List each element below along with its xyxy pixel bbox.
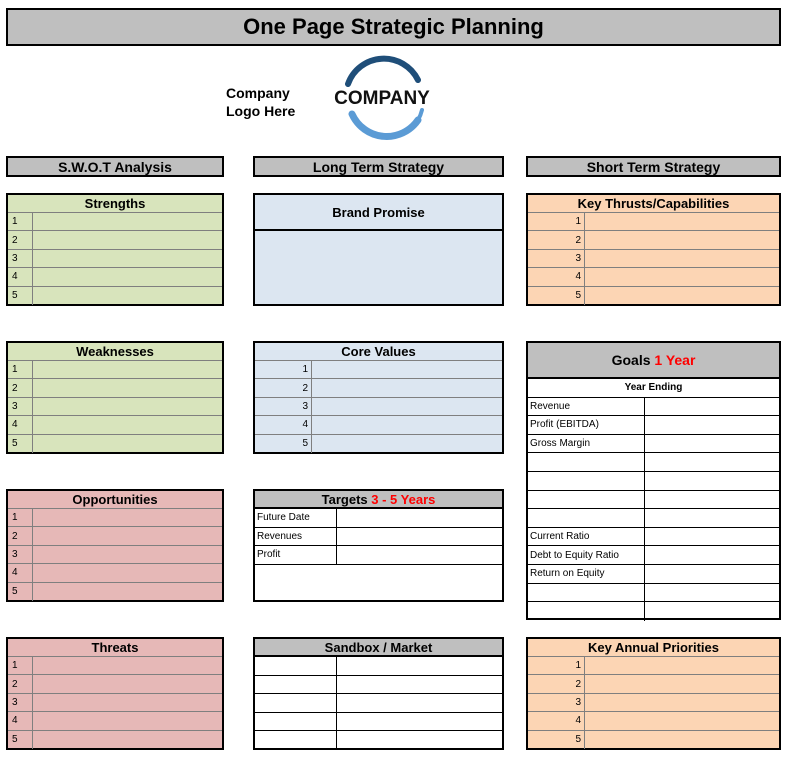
goals-title	[528, 343, 779, 379]
strength-cell[interactable]	[33, 287, 222, 305]
sandbox-box	[253, 637, 504, 750]
key-annual-cell[interactable]	[585, 712, 779, 729]
logo-caption	[226, 84, 316, 120]
strength-cell[interactable]	[33, 268, 222, 285]
page-title: One Page Strategic Planning	[6, 8, 781, 46]
row-number: 1	[8, 213, 33, 230]
target-value[interactable]	[337, 528, 502, 546]
logo-word: COMPANY	[334, 88, 430, 109]
row-number: 2	[8, 379, 33, 396]
row-number: 4	[8, 416, 33, 433]
swot-header: S.W.O.T Analysis	[6, 156, 224, 177]
threat-cell[interactable]	[33, 675, 222, 692]
row-number: 5	[255, 435, 312, 453]
sandbox-cell-right[interactable]	[337, 694, 502, 712]
goal-label: Return on Equity	[528, 565, 645, 583]
goal-label: Profit (EBITDA)	[528, 416, 645, 434]
opportunity-cell[interactable]	[33, 509, 222, 526]
core-value-cell[interactable]	[312, 379, 502, 396]
weakness-cell[interactable]	[33, 416, 222, 433]
opportunity-cell[interactable]	[33, 546, 222, 563]
goal-label	[528, 453, 645, 471]
row-number: 2	[8, 527, 33, 544]
key-annual-title: Key Annual Priorities	[528, 639, 779, 657]
sandbox-cell-right[interactable]	[337, 676, 502, 694]
row-number: 4	[8, 712, 33, 729]
key-annual-box	[526, 637, 781, 750]
short-term-header: Short Term Strategy	[526, 156, 781, 177]
sandbox-cell-left[interactable]	[255, 731, 337, 750]
key-annual-cell[interactable]	[585, 675, 779, 692]
row-number: 1	[255, 361, 312, 378]
row-number: 4	[8, 268, 33, 285]
row-number: 5	[8, 435, 33, 453]
goal-label	[528, 509, 645, 527]
strength-cell[interactable]	[33, 250, 222, 267]
core-value-cell[interactable]	[312, 416, 502, 433]
goal-label	[528, 472, 645, 490]
goals-box	[526, 341, 781, 620]
opportunities-title: Opportunities	[8, 491, 222, 509]
row-number: 3	[528, 250, 585, 267]
row-number: 2	[528, 675, 585, 692]
goal-label	[528, 491, 645, 509]
core-value-cell[interactable]	[312, 361, 502, 378]
threat-cell[interactable]	[33, 694, 222, 711]
target-label: Future Date	[255, 509, 337, 527]
row-number: 4	[255, 416, 312, 433]
strength-cell[interactable]	[33, 213, 222, 230]
sandbox-cell-right[interactable]	[337, 657, 502, 675]
row-number: 1	[8, 509, 33, 526]
goal-label: Current Ratio	[528, 528, 645, 546]
row-number: 4	[528, 268, 585, 285]
opportunity-cell[interactable]	[33, 583, 222, 601]
goal-value[interactable]	[645, 509, 779, 527]
goal-label	[528, 602, 645, 621]
brand-promise-title: Brand Promise	[255, 195, 502, 231]
goal-value[interactable]	[645, 584, 779, 602]
goals-title-text: Goals	[611, 352, 651, 368]
strengths-title: Strengths	[8, 195, 222, 213]
row-number: 2	[8, 231, 33, 248]
goal-value[interactable]	[645, 435, 779, 453]
row-number: 1	[8, 361, 33, 378]
weakness-cell[interactable]	[33, 435, 222, 453]
goal-label: Gross Margin	[528, 435, 645, 453]
threat-cell[interactable]	[33, 731, 222, 749]
key-thrust-cell[interactable]	[585, 268, 779, 285]
goal-value[interactable]	[645, 453, 779, 471]
row-number: 3	[8, 694, 33, 711]
row-number: 5	[8, 583, 33, 601]
strengths-box	[6, 193, 224, 306]
sandbox-cell-left[interactable]	[255, 694, 337, 712]
row-number: 2	[255, 379, 312, 396]
targets-title-highlight: 3 - 5 Years	[371, 491, 436, 507]
row-number: 3	[8, 546, 33, 563]
strength-cell[interactable]	[33, 231, 222, 248]
sandbox-cell-right[interactable]	[337, 713, 502, 731]
threat-cell[interactable]	[33, 712, 222, 729]
core-values-title: Core Values	[255, 343, 502, 361]
key-thrust-cell[interactable]	[585, 287, 779, 305]
core-value-cell[interactable]	[312, 435, 502, 453]
target-value[interactable]	[337, 509, 502, 527]
goal-value[interactable]	[645, 546, 779, 564]
key-thrusts-box	[526, 193, 781, 306]
weakness-cell[interactable]	[33, 398, 222, 415]
sandbox-cell-left[interactable]	[255, 713, 337, 731]
goal-label: Revenue	[528, 398, 645, 416]
sandbox-title: Sandbox / Market	[255, 639, 502, 657]
row-number: 4	[8, 564, 33, 581]
year-ending-label: Year Ending	[528, 379, 779, 398]
target-value[interactable]	[337, 546, 502, 564]
company-logo	[322, 54, 442, 140]
row-number: 3	[8, 250, 33, 267]
weakness-cell[interactable]	[33, 361, 222, 378]
row-number: 1	[528, 213, 585, 230]
key-thrust-cell[interactable]	[585, 213, 779, 230]
goal-value[interactable]	[645, 398, 779, 416]
goal-label: Debt to Equity Ratio	[528, 546, 645, 564]
opportunity-cell[interactable]	[33, 564, 222, 581]
weaknesses-title: Weaknesses	[8, 343, 222, 361]
key-thrusts-title: Key Thrusts/Capabilities	[528, 195, 779, 213]
row-number: 2	[8, 675, 33, 692]
goal-value[interactable]	[645, 472, 779, 490]
row-number: 3	[255, 398, 312, 415]
core-values-box	[253, 341, 504, 454]
goal-value[interactable]	[645, 528, 779, 546]
row-number: 1	[8, 657, 33, 674]
core-value-cell[interactable]	[312, 398, 502, 415]
row-number: 4	[528, 712, 585, 729]
targets-title-text: Targets	[321, 491, 368, 507]
sandbox-cell-left[interactable]	[255, 676, 337, 694]
targets-title	[255, 491, 502, 509]
weakness-cell[interactable]	[33, 379, 222, 396]
goal-value[interactable]	[645, 602, 779, 621]
goal-value[interactable]	[645, 565, 779, 583]
target-label: Profit	[255, 546, 337, 564]
threat-cell[interactable]	[33, 657, 222, 674]
opportunities-box	[6, 489, 224, 602]
key-annual-cell[interactable]	[585, 657, 779, 674]
goals-title-highlight: 1 Year	[654, 352, 696, 368]
sandbox-cell-left[interactable]	[255, 657, 337, 675]
opportunity-cell[interactable]	[33, 527, 222, 544]
goal-value[interactable]	[645, 491, 779, 509]
row-number: 5	[8, 287, 33, 305]
long-term-header: Long Term Strategy	[253, 156, 504, 177]
company-logo-mark	[322, 54, 442, 140]
targets-box	[253, 489, 504, 602]
row-number: 5	[8, 731, 33, 749]
logo-caption-line1: Company	[226, 85, 290, 101]
row-number: 2	[528, 231, 585, 248]
row-number: 3	[8, 398, 33, 415]
brand-promise-box	[253, 193, 504, 306]
sandbox-cell-right[interactable]	[337, 731, 502, 750]
threats-box	[6, 637, 224, 750]
key-annual-cell[interactable]	[585, 731, 779, 749]
row-number: 3	[528, 694, 585, 711]
weaknesses-box	[6, 341, 224, 454]
threats-title: Threats	[8, 639, 222, 657]
row-number: 5	[528, 731, 585, 749]
key-thrust-cell[interactable]	[585, 231, 779, 248]
key-annual-cell[interactable]	[585, 694, 779, 711]
brand-promise-field[interactable]	[255, 231, 502, 302]
goal-label	[528, 584, 645, 602]
target-label: Revenues	[255, 528, 337, 546]
logo-caption-line2: Logo Here	[226, 103, 296, 119]
goal-value[interactable]	[645, 416, 779, 434]
row-number: 1	[528, 657, 585, 674]
key-thrust-cell[interactable]	[585, 250, 779, 267]
row-number: 5	[528, 287, 585, 305]
